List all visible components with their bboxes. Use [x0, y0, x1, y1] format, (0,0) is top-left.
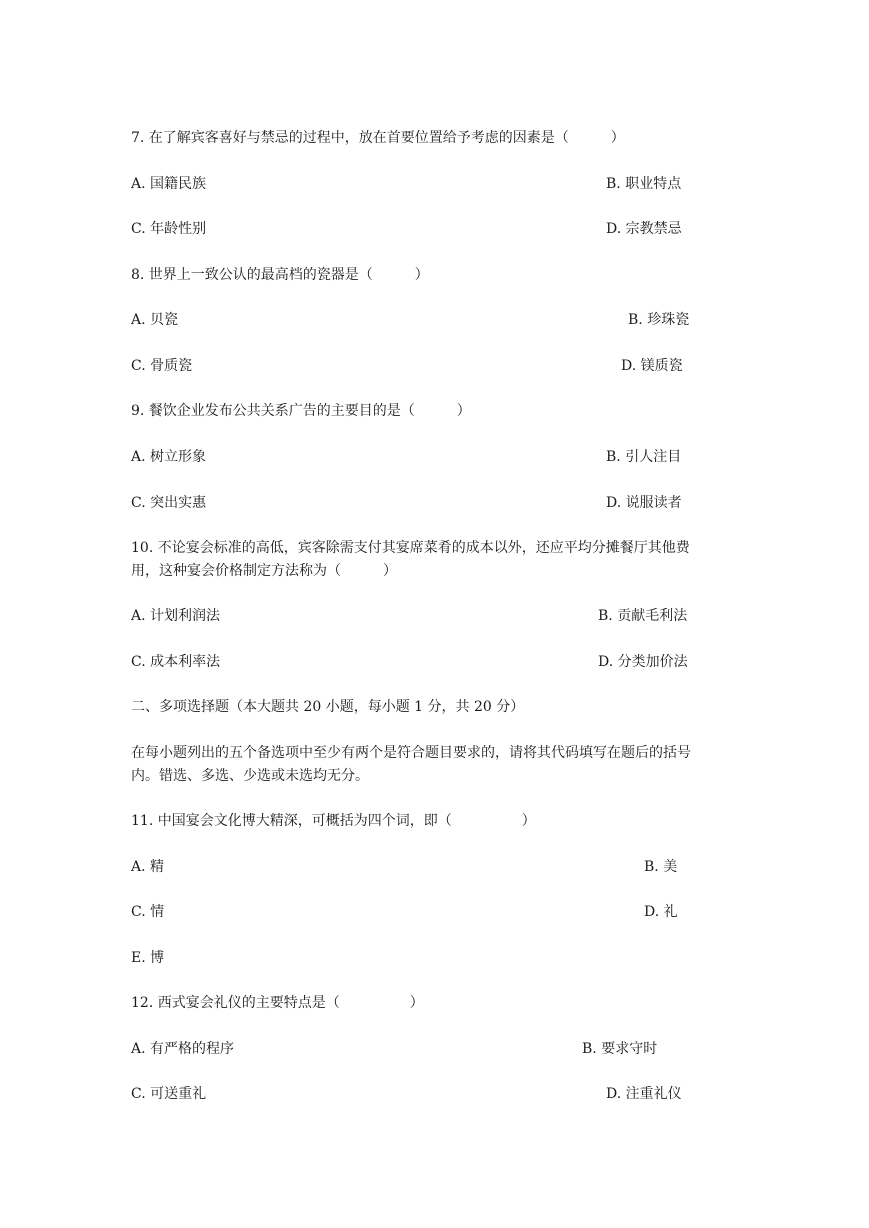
question-12-option-c: C. 可送重礼: [131, 1086, 207, 1102]
question-8-option-a: A. 贝瓷: [131, 312, 179, 328]
question-9-option-a: A. 树立形象: [131, 449, 207, 465]
question-10-option-c: C. 成本利率法: [131, 654, 221, 670]
question-8-option-d: D. 镁质瓷: [621, 358, 683, 374]
question-12-option-b: B. 要求守时: [582, 1041, 658, 1057]
section-2-heading: 二、多项选择题（本大题共 20 小题，每小题 1 分，共 20 分）: [131, 699, 525, 715]
question-11-option-a: A. 精: [131, 859, 165, 875]
question-12-option-a: A. 有严格的程序: [131, 1041, 235, 1057]
question-10-stem-line-2: 用，这种宴会价格制定方法称为（ ）: [131, 563, 397, 579]
question-11-stem: 11. 中国宴会文化博大精深，可概括为四个词，即（ ）: [131, 813, 536, 829]
section-2-instruction-line-2: 内。错选、多选、少选或未选均无分。: [131, 768, 369, 784]
question-10-option-d: D. 分类加价法: [598, 654, 688, 670]
question-8-option-b: B. 珍珠瓷: [628, 312, 690, 328]
question-8-stem: 8. 世界上一致公认的最高档的瓷器是（ ）: [131, 267, 429, 283]
question-7-option-c: C. 年龄性别: [131, 221, 207, 237]
question-7-stem: 7. 在了解宾客喜好与禁忌的过程中，放在首要位置给予考虑的因素是（ ）: [131, 130, 625, 146]
question-9-option-b: B. 引人注目: [606, 449, 682, 465]
question-9-option-c: C. 突出实惠: [131, 495, 207, 511]
question-8-option-c: C. 骨质瓷: [131, 358, 193, 374]
section-2-instruction-line-1: 在每小题列出的五个备选项中至少有两个是符合题目要求的，请将其代码填写在题后的括号: [131, 745, 691, 761]
question-7-option-d: D. 宗教禁忌: [606, 221, 682, 237]
question-10-option-a: A. 计划利润法: [131, 608, 221, 624]
question-7-option-b: B. 职业特点: [606, 176, 682, 192]
question-7-option-a: A. 国籍民族: [131, 176, 207, 192]
question-9-option-d: D. 说服读者: [606, 495, 682, 511]
question-10-stem-line-1: 10. 不论宴会标准的高低，宾客除需支付其宴席菜肴的成本以外，还应平均分摊餐厅其他费: [131, 540, 690, 556]
question-11-option-c: C. 情: [131, 904, 165, 920]
question-11-option-e: E. 博: [131, 950, 165, 966]
question-11-option-d: D. 礼: [644, 904, 678, 920]
question-12-stem: 12. 西式宴会礼仪的主要特点是（ ）: [131, 995, 424, 1011]
question-9-stem: 9. 餐饮企业发布公共关系广告的主要目的是（ ）: [131, 403, 471, 419]
question-11-option-b: B. 美: [644, 859, 678, 875]
question-10-option-b: B. 贡献毛利法: [598, 608, 688, 624]
question-12-option-d: D. 注重礼仪: [606, 1086, 682, 1102]
